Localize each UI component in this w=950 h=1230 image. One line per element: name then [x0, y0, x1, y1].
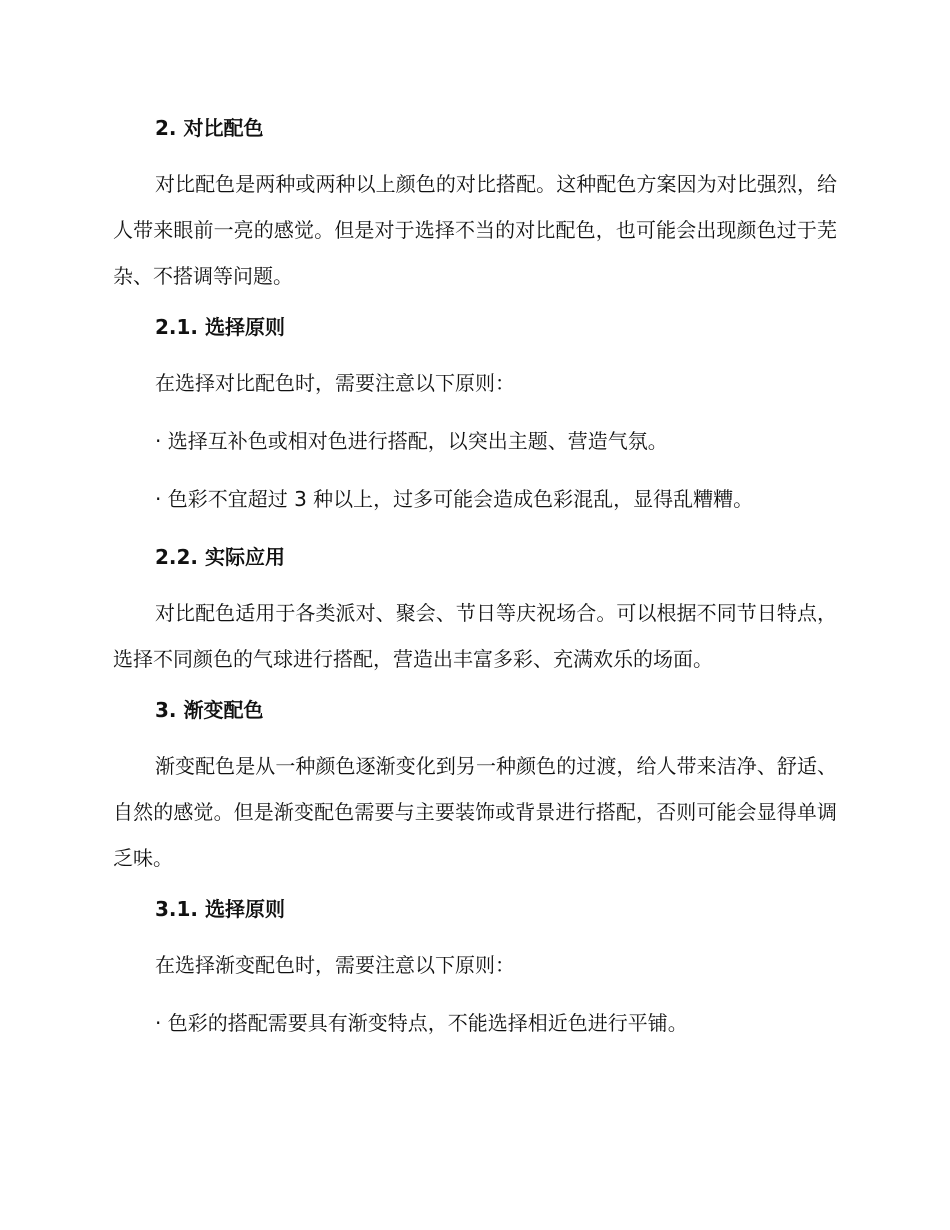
section-heading-2-2: 2.2. 实际应用 [155, 545, 285, 569]
section-heading-3-1: 3.1. 选择原则 [155, 897, 285, 921]
section-heading-2: 2. 对比配色 [155, 116, 264, 140]
paragraph-gradient-intro: 渐变配色是从一种颜色逐渐变化到另一种颜色的过渡，给人带来洁净、舒适、自然的感觉。但是渐变配色需要与主要装饰或背景进行搭配，否则可能会显得单调乏味。 [113, 754, 837, 870]
paragraph-contrast-intro: 对比配色是两种或两种以上颜色的对比搭配。这种配色方案因为对比强烈，给人带来眼前一亮的感觉。但是对于选择不当的对比配色，也可能会出现颜色过于芜杂、不搭调等问题。 [113, 172, 837, 288]
paragraph-contrast-principles: 在选择对比配色时，需要注意以下原则： [155, 371, 515, 395]
paragraph-contrast-application: 对比配色适用于各类派对、聚会、节日等庆祝场合。可以根据不同节日特点，选择不同颜色的气球进行搭配，营造出丰富多彩、充满欢乐的场面。 [113, 601, 837, 671]
bullet-gradient-feature: · 色彩的搭配需要具有渐变特点，不能选择相近色进行平铺。 [155, 1011, 688, 1035]
section-heading-2-1: 2.1. 选择原则 [155, 315, 285, 339]
bullet-color-limit: · 色彩不宜超过 3 种以上，过多可能会造成色彩混乱，显得乱糟糟。 [155, 487, 754, 511]
section-heading-3: 3. 渐变配色 [155, 698, 264, 722]
paragraph-gradient-principles: 在选择渐变配色时，需要注意以下原则： [155, 953, 515, 977]
bullet-complementary-colors: · 选择互补色或相对色进行搭配，以突出主题、营造气氛。 [155, 429, 668, 453]
document-body [113, 112, 837, 1065]
